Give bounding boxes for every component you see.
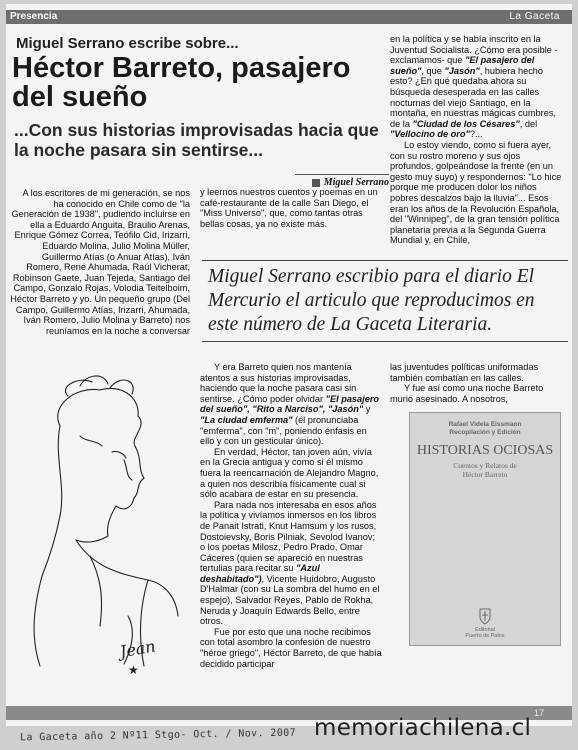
book-subtitle-line: Cuentos y Relatos de <box>453 461 517 470</box>
text-span: y <box>363 404 371 415</box>
byline-square-icon <box>312 179 320 187</box>
portrait-sketch <box>20 366 190 696</box>
text-span: , hubiera hecho esto? ¿En qué quedaba ahora su búsqueda desesperada en las calles nocturnas del viejo Santiago, en la montaña, en nuestras mágicas cumbres, de la <box>390 65 556 129</box>
pull-quote: Miguel Serrano escribio para el diario El Mercurio el articulo que reproducimos en este número de La Gaceta Literaria. <box>202 260 568 342</box>
book-publisher <box>410 627 560 639</box>
newspaper-page <box>6 4 572 726</box>
text-span: ?... <box>469 129 483 140</box>
book-subtitle-line: Héctor Barreto <box>462 470 508 479</box>
publisher-line: Puerto de Palos <box>465 633 505 639</box>
article-kicker: Miguel Serrano escribe sobre... <box>16 35 239 52</box>
publisher-crest-icon <box>478 607 492 625</box>
book-title: HISTORIAS OCIOSAS <box>416 443 554 458</box>
paragraph: A los escritores de mi generación, se nos ha conocido en Chile como de "la Generación de 1938", pudiendo incluirse en ella a Eduardo Anguita, Braulio Arenas, Enrique Gómez Correa, Teófilo Cid, Irizarri, Eduardo Molina, Julio Molina Müller, Guillermo Atías (o Anuar Atías), Iván Romero, René Ahumada, Raúl Vicherat, Robinson Gaete, Juan Tejeda, Santiago del Campo, Gonzalo Rojas, Volodia Teitelboim, Héctor Barreto y yo. Un pequeño grupo (Del Campo, Guillermo Atías, Irizarri, Ahumada, Iván Romero, Julio Molina y Barreto) nos reuníamos en la noche a conversar <box>10 188 190 336</box>
section-label: Presencia <box>10 11 58 22</box>
watermark: memoriachilena.cl <box>314 715 532 741</box>
text-bold: "Azul deshabitado") <box>200 563 320 584</box>
text-bold: "Jasón" <box>444 65 480 76</box>
text-bold: "El pasajero del sueño" <box>390 55 535 76</box>
masthead-label: La Gaceta <box>509 11 560 22</box>
paragraph: En verdad, Héctor, tan joven aún, vivía en la Grecia antigua y como si él mismo fuera la reencarnación de Alejandro Magno, a quien nos describía físicamente cual si sólo acabara de estar en su presencia. <box>200 446 379 500</box>
paragraph: Lo estoy viendo, como si fuera ayer, con su rostro moreno y sus ojos profundos, golpeándose la frente (en un gesto muy suyo) y respondernos: "Lo hice porque me producen dolor los niños pobres descalzos bajo la lluvia"... Esos eran los años de la Revolución Española, del "Winnipeg", de la gran tensión política planetaria previa a la Segunda Guerra Mundial y, en Chile, <box>390 139 562 246</box>
sketch-signature: Jean <box>118 636 157 662</box>
paragraph: Fue por esto que una noche recibimos con total asombro la confesión de nuestro "héroe griego", Héctor Barreto, de que había decidido participar <box>200 626 382 669</box>
article-headline: Héctor Barreto, pasajero del sueño <box>12 52 351 113</box>
text-span: , Vicente Huidobro, Augusto D'Halmar (con su La sombra del humo en el espejo), Salvador Reyes, Pablo de Rokha, Neruda y Joaquín Edwards Bello, entre otros. <box>200 573 380 627</box>
publisher-line: Editorial <box>475 627 495 633</box>
book-subtitle <box>410 461 560 479</box>
column-2-bottom <box>200 362 382 702</box>
book-edition-note: Recopilación y Edición <box>449 429 521 436</box>
column-3-top <box>390 34 566 249</box>
text-bold: "Vellocino de oro" <box>390 129 470 140</box>
text-span: Para nada nos interesaba en esos años la política y vivíamos inmersos en los libros de Panait Istrati, Knut Hamsum y los rusos, Dostoievsky, Boris Pilniak, Sevolod Ivanov; o los poetas Milosz, Pedro Prado, Omar Cáceres (quien se apareció en nuestras tertulias para recitar su <box>200 499 377 574</box>
book-cover-image <box>409 412 561 646</box>
text-bold: "El pasajero del sueño", "Rito a Narciso", "Jasón" <box>200 393 380 415</box>
text-span: , que <box>421 65 445 76</box>
text-span: Y era Barreto quien nos mantenía atentos a sus historias improvisadas, haciendo que la noche pasara casi sin sentirse. ¿Cómo poder olvidar <box>200 362 357 404</box>
page-number: 17 <box>533 708 544 718</box>
column-2-top <box>200 187 380 249</box>
book-author: Rafael Videla Eissmann <box>448 421 522 428</box>
paragraph: las juventudes políticas uniformadas también combatían en las calles. <box>390 362 539 383</box>
handwritten-note: La Gaceta año 2 Nº11 Stgo- Oct. / Nov. 2007 <box>19 727 297 744</box>
byline-author: Miguel Serrano <box>323 177 389 188</box>
text-bold: "La ciudad emferma" <box>200 414 293 425</box>
article-byline <box>295 174 389 188</box>
paragraph <box>390 34 566 140</box>
paragraph <box>200 362 382 447</box>
section-header-bar <box>6 10 572 24</box>
book-author-block <box>410 421 560 437</box>
column-1-top <box>10 188 190 368</box>
paragraph <box>200 500 382 627</box>
paragraph: y leernos nuestros cuentos y poemas en un café-restaurante de la calle San Diego, el "Miss Universo", que, como tantas otras bellas cosas, ya no existe más. <box>200 187 378 229</box>
star-icon: ★ <box>128 663 139 677</box>
text-span: , del <box>519 118 538 129</box>
paragraph: Y fue así como una noche Barreto murió asesinado. A nosotros, <box>390 383 544 404</box>
column-3-bottom <box>390 362 566 406</box>
text-span: en la política y se había inscrito en la Juventud Socialista. ¿Cómo era posible -exclamamos- que <box>390 34 558 66</box>
text-bold: "Ciudad de los Césares" <box>412 118 520 129</box>
article-deck: ...Con sus historias improvisadas hacia que la noche pasara sin sentirse... <box>14 120 379 160</box>
text-span: (él pronunciaba "emferma", con "m", poniendo énfasis en ello y con un gesticular único). <box>200 414 367 447</box>
